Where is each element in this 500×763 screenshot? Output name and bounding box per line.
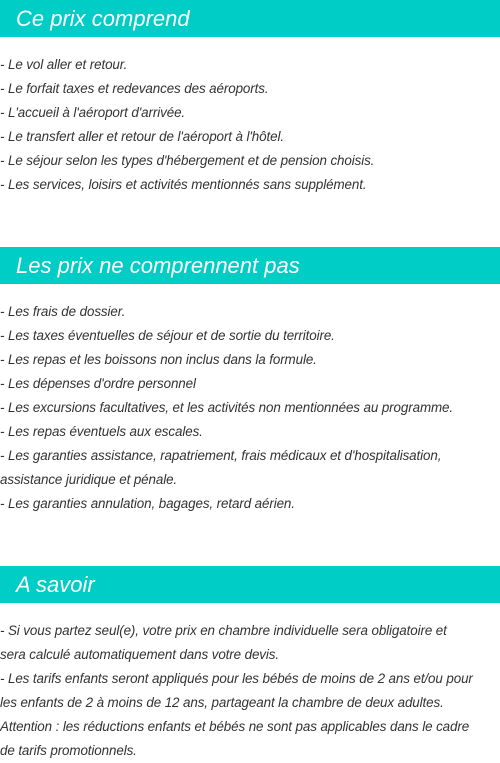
section-good-to-know — [0, 566, 500, 763]
list-item: de tarifs promotionnels. — [0, 743, 137, 758]
included-list — [0, 53, 500, 197]
list-item: - Le vol aller et retour. — [0, 57, 128, 72]
not-included-list — [0, 300, 500, 516]
section-not-included — [0, 247, 500, 516]
list-item: - Les dépenses d'ordre personnel — [0, 376, 196, 391]
list-item: assistance juridique et pénale. — [0, 472, 178, 487]
list-item: - Les garanties assistance, rapatriement, frais médicaux et d'hospitalisation, — [0, 448, 442, 463]
list-item: - Les tarifs enfants seront appliqués pour les bébés de moins de 2 ans et/ou pour — [0, 671, 473, 686]
list-item: - Les garanties annulation, bagages, retard aérien. — [0, 496, 295, 511]
list-item: Attention : les réductions enfants et bébés ne sont pas applicables dans le cadre — [0, 719, 470, 734]
section-included — [0, 0, 500, 197]
list-item: - Les taxes éventuelles de séjour et de sortie du territoire. — [0, 328, 335, 343]
list-item: sera calculé automatiquement dans votre devis. — [0, 647, 279, 662]
list-item: - Le transfert aller et retour de l'aéroport à l'hôtel. — [0, 129, 284, 144]
list-item: - Les frais de dossier. — [0, 304, 126, 319]
list-item: - Les repas éventuels aux escales. — [0, 424, 203, 439]
list-item: - L'accueil à l'aéroport d'arrivée. — [0, 105, 186, 120]
list-item: - Si vous partez seul(e), votre prix en chambre individuelle sera obligatoire et — [0, 623, 447, 638]
section-title: Ce prix comprend — [0, 0, 500, 37]
good-to-know-list — [0, 619, 500, 763]
list-item: - Les services, loisirs et activités mentionnés sans supplément. — [0, 177, 367, 192]
list-item: - Les repas et les boissons non inclus dans la formule. — [0, 352, 317, 367]
list-item: les enfants de 2 à moins de 12 ans, partageant la chambre de deux adultes. — [0, 695, 444, 710]
list-item: - Le forfait taxes et redevances des aéroports. — [0, 81, 269, 96]
list-item: - Le séjour selon les types d'hébergement et de pension choisis. — [0, 153, 375, 168]
list-item: - Les excursions facultatives, et les activités non mentionnées au programme. — [0, 400, 454, 415]
section-title: Les prix ne comprennent pas — [0, 247, 500, 284]
section-title: A savoir — [0, 566, 500, 603]
